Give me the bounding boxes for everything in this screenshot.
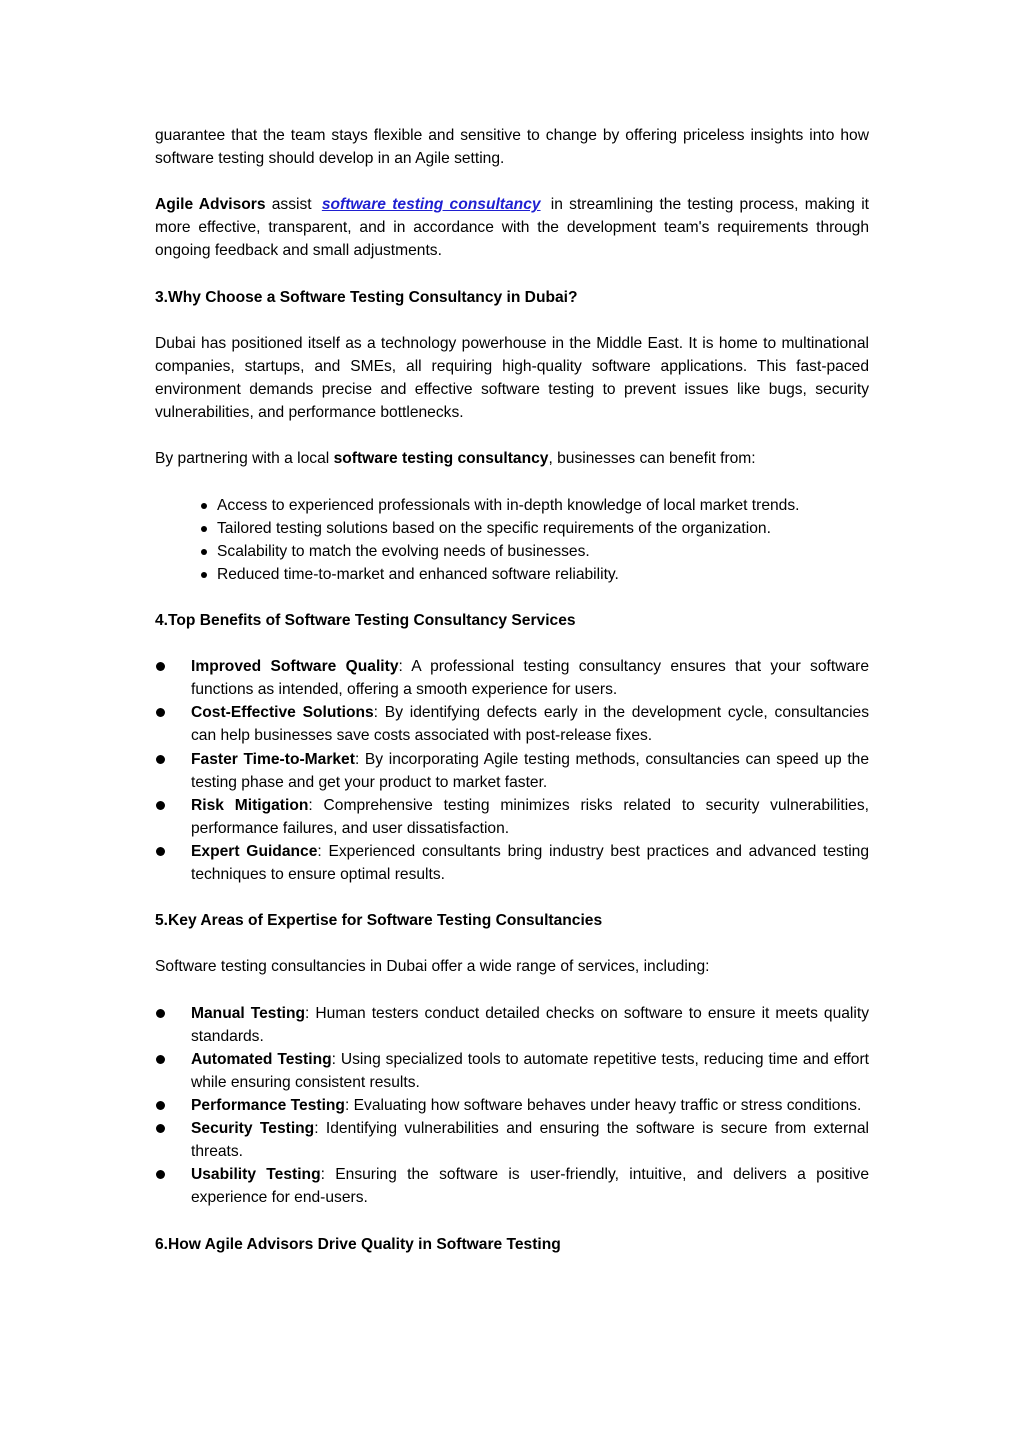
- section-3-heading: 3.Why Choose a Software Testing Consultancy in Dubai?: [155, 288, 578, 306]
- expertise-list: [155, 1002, 869, 1210]
- document-page: [155, 124, 869, 1256]
- partnering-paragraph: [155, 447, 869, 470]
- list-item-desc: : Evaluating how software behaves under heavy traffic or stress conditions.: [344, 1096, 862, 1114]
- list-item-term: Automated Testing: [191, 1050, 332, 1068]
- list-item-term: Manual Testing: [191, 1004, 306, 1022]
- partnering-post: , businesses can benefit from:: [548, 450, 756, 468]
- list-item: [155, 701, 869, 747]
- dubai-paragraph: Dubai has positioned itself as a technology powerhouse in the Middle East. It is home to multinational companies, startups, and SMEs, all requiring high-quality software applications. This fast-paced environment demands precise and effective software testing to prevent issues like bugs, security vulnerabilities, and performance bottlenecks.: [155, 334, 869, 422]
- list-item-term: Expert Guidance: [191, 842, 318, 860]
- list-item: [155, 1117, 869, 1163]
- list-item: [155, 840, 869, 886]
- list-item: [155, 1002, 869, 1048]
- partnering-pre: By partnering with a local: [155, 450, 334, 468]
- software-testing-consultancy-link[interactable]: software testing consultancy: [321, 196, 541, 214]
- list-item: [155, 1094, 869, 1117]
- list-item-term: Improved Software Quality: [191, 658, 399, 676]
- section-4-heading: 4.Top Benefits of Software Testing Consultancy Services: [155, 611, 576, 629]
- intro-paragraph: guarantee that the team stays flexible and sensitive to change by offering priceless insights into how software testing should develop in an Agile setting.: [155, 127, 869, 168]
- list-item: Reduced time-to-market and enhanced software reliability.: [155, 563, 869, 586]
- list-item: Tailored testing solutions based on the specific requirements of the organization.: [155, 517, 869, 540]
- list-item-desc: : Ensuring the software is user-friendly, intuitive, and delivers a positive experience for end-users.: [191, 1166, 869, 1207]
- list-item-term: Faster Time-to-Market: [191, 750, 355, 768]
- list-item-term: Cost-Effective Solutions: [191, 704, 374, 722]
- list-item-desc: : By incorporating Agile testing methods, consultancies can speed up the testing phase and get your product to market faster.: [191, 750, 870, 791]
- list-item-desc: : Comprehensive testing minimizes risks related to security vulnerabilities, performance failures, and user dissatisfaction.: [191, 796, 869, 837]
- list-item-desc: : Identifying vulnerabilities and ensuring the software is secure from external threats.: [191, 1120, 869, 1161]
- benefits-bullet-list: [155, 494, 869, 586]
- list-item: [155, 655, 869, 701]
- list-item: [155, 748, 869, 794]
- agile-advisors-rest: in streamlining the testing process, making it more effective, transparent, and in accordance with the development team's requirements through ongoing feedback and small adjustments.: [155, 196, 869, 260]
- assist-text: assist: [265, 196, 318, 214]
- top-benefits-list: [155, 655, 869, 886]
- list-item-desc: : A professional testing consultancy ensures that your software functions as intended, offering a smooth experience for users.: [191, 658, 869, 699]
- list-item: [155, 1048, 869, 1094]
- list-item-term: Usability Testing: [191, 1166, 321, 1184]
- list-item: [155, 1163, 869, 1209]
- agile-advisors-paragraph: [155, 193, 869, 262]
- list-item: Scalability to match the evolving needs of businesses.: [155, 540, 869, 563]
- partnering-bold: software testing consultancy: [333, 450, 549, 468]
- list-item-term: Performance Testing: [191, 1096, 345, 1114]
- list-item: Access to experienced professionals with in-depth knowledge of local market trends.: [155, 494, 869, 517]
- list-item-term: Security Testing: [191, 1120, 315, 1138]
- section-5-heading: 5.Key Areas of Expertise for Software Testing Consultancies: [155, 912, 603, 930]
- list-item-term: Risk Mitigation: [191, 796, 309, 814]
- list-item-desc: : By identifying defects early in the development cycle, consultancies can help businesses save costs associated with post-release fixes.: [191, 704, 870, 745]
- section-6-heading: 6.How Agile Advisors Drive Quality in Software Testing: [155, 1235, 561, 1253]
- list-item-desc: : Experienced consultants bring industry best practices and advanced testing techniques to ensure optimal results.: [191, 842, 870, 883]
- list-item-desc: : Using specialized tools to automate repetitive tests, reducing time and effort while ensuring consistent results.: [191, 1050, 869, 1091]
- list-item-desc: : Human testers conduct detailed checks on software to ensure it meets quality standards.: [191, 1004, 869, 1045]
- list-item: [155, 794, 869, 840]
- agile-advisors-bold: Agile Advisors: [155, 196, 266, 214]
- services-intro-paragraph: Software testing consultancies in Dubai offer a wide range of services, including:: [155, 958, 710, 976]
